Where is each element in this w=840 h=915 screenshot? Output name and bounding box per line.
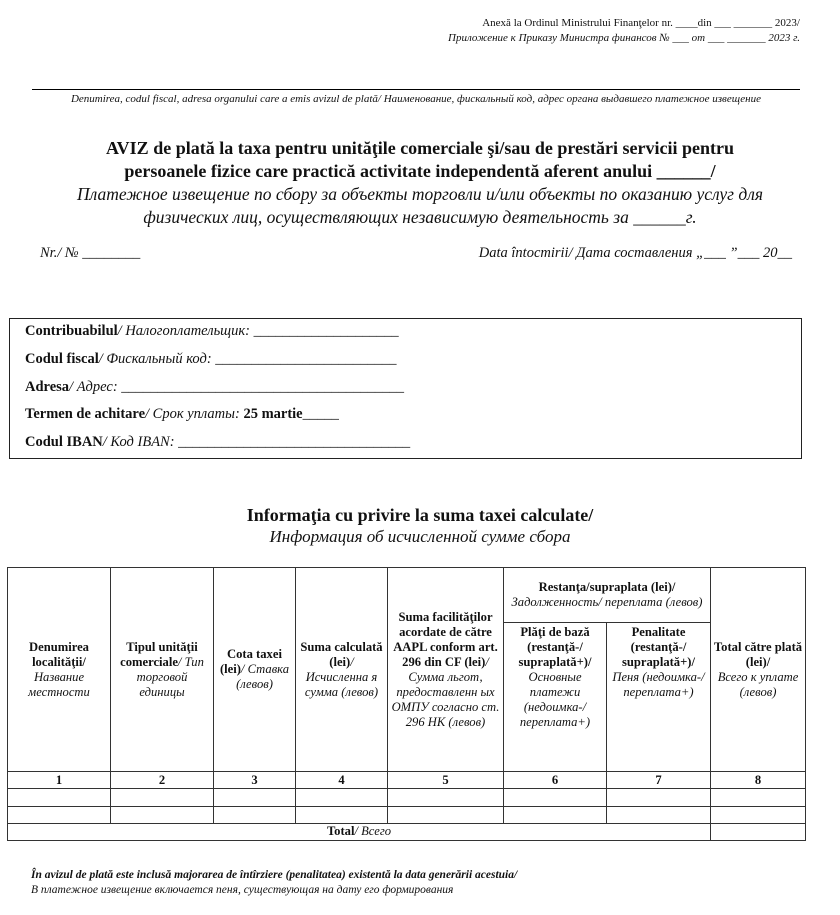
header-locality: Denumirea localităţii/ Название местности xyxy=(8,568,111,772)
header-penalty: Penalitate (restanţă-/ supraplată+)/ Пеня (недоимка-/ переплата+) xyxy=(607,622,711,772)
col-number: 6 xyxy=(504,772,607,789)
deadline-label-ro: Termen de achitare xyxy=(25,406,146,422)
fiscal-code-row xyxy=(25,351,397,368)
title-ru-line1: Платежное извещение по сбору за объекты торговли и/или объекты по оказанию услуг для xyxy=(77,184,763,204)
footnote-ru: В платежное извещение включается пеня, существующая на дату его формирования xyxy=(31,884,454,896)
col-number: 4 xyxy=(296,772,388,789)
info-heading-ro: Informaţia cu privire la suma taxei calculate/ xyxy=(246,505,594,525)
col-number: 2 xyxy=(111,772,214,789)
deadline-tail: _____ xyxy=(302,406,339,422)
header-total-payable: Total către plată (lei)/ Всего к уплате (левов) xyxy=(711,568,806,772)
col-number: 1 xyxy=(8,772,111,789)
deadline-value: 25 martie xyxy=(243,406,303,422)
address-row xyxy=(25,379,404,396)
total-value xyxy=(711,823,806,840)
document-title-ru xyxy=(20,183,820,229)
document-title-ro xyxy=(20,137,820,183)
taxpayer-label-ru: / Налогоплательщик: ____________________ xyxy=(117,323,399,339)
table-row xyxy=(8,806,806,823)
document-date: Data întocmirii/ Дата составления „___ ”___ 20__ xyxy=(478,245,792,261)
taxpayer-row xyxy=(25,323,399,340)
payment-deadline-row xyxy=(25,406,339,423)
iban-label-ro: Codul IBAN xyxy=(25,434,103,450)
taxpayer-box xyxy=(9,318,802,459)
title-ru-line2: физических лиц, осуществляющих независимую деятельность за ______г. xyxy=(143,207,697,227)
header-arrears-group: Restanţa/supraplata (lei)/ Задолженность/ переплата (левов) xyxy=(504,568,711,623)
iban-row xyxy=(25,434,410,451)
address-label-ro: Adresa xyxy=(25,379,70,395)
col-number: 8 xyxy=(711,772,806,789)
title-ro-line1: AVIZ de plată la taxa pentru unităţile comerciale şi/sau de prestări servicii pentru xyxy=(106,138,734,158)
table-row xyxy=(8,789,806,806)
address-label-ru: / Адрес: _______________________________________ xyxy=(69,379,405,395)
table-total-row xyxy=(8,823,806,840)
info-heading-ru: Информация об исчисленной сумме сбора xyxy=(269,527,571,546)
header-unit-type: Tipul unităţii comerciale/ Тип торговой единицы xyxy=(111,568,214,772)
col-number: 3 xyxy=(214,772,296,789)
issuer-caption: Denumirea, codul fiscal, adresa organului care a emis avizul de plată/ Наименование, фискальный код, адрес органа выдавшего платежное извещение xyxy=(70,93,762,105)
annex-ru: Приложение к Приказу Министра финансов № ___ от ___ _______ 2023 г. xyxy=(448,32,800,44)
annex-ro: Anexă la Ordinul Ministrului Finanţelor nr. ____din ___ _______ 2023/ xyxy=(482,17,800,29)
col-number: 7 xyxy=(607,772,711,789)
fiscal-code-label-ru: / Фискальный код: _________________________ xyxy=(98,351,397,367)
taxpayer-label-ro: Contribuabilul xyxy=(25,323,118,339)
title-ro-line2: persoanele fizice care practică activitate independentă aferent anului ______/ xyxy=(124,161,716,181)
table-header-row xyxy=(8,568,806,623)
header-base-payments: Plăţi de bază (restanţă-/ supraplată+)/ Основные платежи (недоимка-/ переплата+) xyxy=(504,622,607,772)
document-number: Nr./ № ________ xyxy=(40,245,141,261)
footnote-ro: În avizul de plată este inclusă majorarea de întîrziere (penalitatea) existentă la data generării acestuia/ xyxy=(31,869,518,881)
issuer-fill-line xyxy=(32,89,800,90)
header-facilities-sum: Suma facilităţilor acordate de către AAPL conform art. 296 din CF (lei)/Сумма льгот, предоставленн ых ОМПУ согласно ст. 296 НК (левов) xyxy=(388,568,504,772)
header-calculated-sum: Suma calculată (lei)/ Исчисленна я сумма (левов) xyxy=(296,568,388,772)
total-label: Total/ Всего xyxy=(8,823,711,840)
column-number-row xyxy=(8,772,806,789)
iban-label-ru: / Код IBAN: ________________________________ xyxy=(102,434,411,450)
col-number: 5 xyxy=(388,772,504,789)
fiscal-code-label-ro: Codul fiscal xyxy=(25,351,99,367)
header-tax-rate: Cota taxei (lei)/ Ставка (левов) xyxy=(214,568,296,772)
deadline-label-ru: / Срок уплаты: xyxy=(145,406,244,422)
tax-calculation-table xyxy=(7,567,806,841)
annex-reference xyxy=(448,16,800,46)
